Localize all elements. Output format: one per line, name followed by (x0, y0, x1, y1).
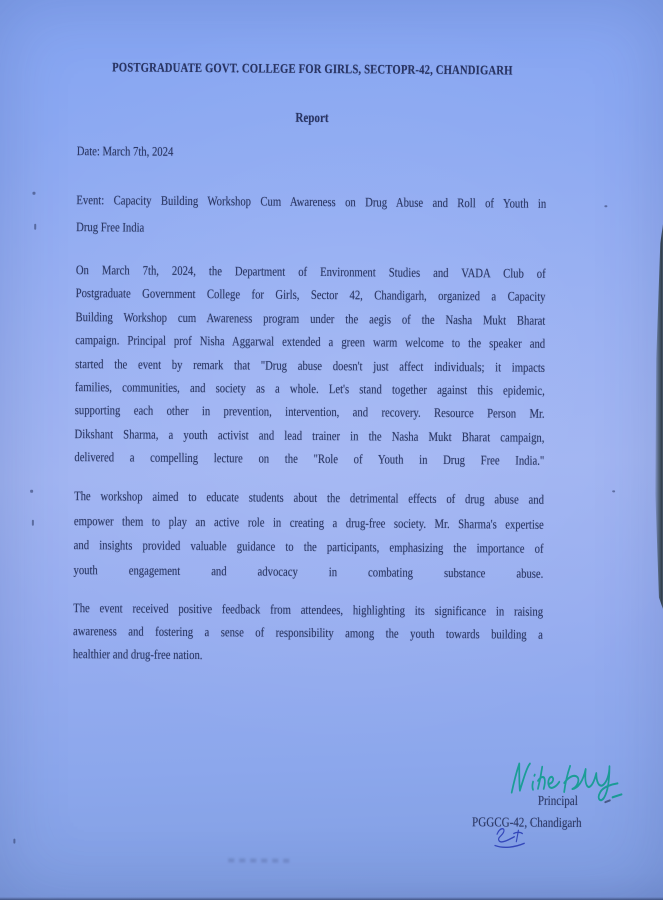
paragraph-line: campaign. Principal prof Nisha Aggarwal extended a green warm welcome to the speaker and (75, 332, 546, 351)
initials-signature-icon (476, 824, 543, 851)
paragraph-line: and insights provided valuable guidance to the participants, emphasizing the importance of (73, 537, 544, 556)
paragraph-feedback (73, 596, 543, 669)
paragraph-line: The event received positive feedback from attendees, highlighting its significance in raising (73, 600, 544, 619)
paper-speck (34, 224, 36, 230)
paragraph-line: awareness and fostering a sense of responsibility among the youth towards building a (72, 623, 543, 642)
paper-speck (530, 822, 533, 824)
college-title: POSTGRADUATE GOVT. COLLEGE FOR GIRLS, SECTOPR-42, CHANDIGARH (112, 59, 513, 78)
signature-block (433, 755, 639, 867)
paragraph-line: families, communities, and society as a whole. Let's stand together against this epidemic, (74, 379, 545, 398)
event-line: Event: Capacity Building Workshop Cum Awareness on Drug Abuse and Roll of Youth in (76, 192, 547, 211)
paper-speck (604, 205, 607, 207)
event-line: Drug Free India (76, 219, 145, 235)
paper-speck (32, 520, 34, 526)
paper-speck (612, 490, 615, 492)
event-description (76, 186, 546, 244)
paragraph-line: On March 7th, 2024, the Department of Environment Studies and VADA Club of (75, 262, 546, 281)
paragraph-line: youth engagement and advocacy in combating substance abuse. (73, 561, 544, 581)
paragraph-line: delivered a compelling lecture on the "Role of Youth in Drug Free India." (74, 449, 545, 468)
paper-speck (30, 490, 33, 493)
report-heading: Report (295, 109, 329, 126)
date-line: Date: March 7th, 2024 (76, 143, 174, 159)
paragraph-line: Building Workshop cum Awareness program under the aegis of the Nasha Mukt Bharat (75, 308, 546, 328)
paragraph-line: healthier and drug-free nation. (72, 646, 203, 663)
paragraph-line: supporting each other in prevention, intervention, and recovery. Resource Person Mr. (74, 402, 545, 422)
signatory-organization: PGGCG-42, Chandigarh (472, 814, 582, 831)
signatory-title: Principal (537, 792, 578, 809)
paragraph-workshop-aims (73, 484, 544, 586)
paper-speck (13, 839, 15, 844)
paper-speck (32, 192, 35, 195)
paper-smudge (228, 858, 294, 863)
paragraph-line: Postgraduate Government College for Girls, Sector 42, Chandigarh, organized a Capacity (75, 285, 546, 305)
paragraph-line: Dikshant Sharma, a youth activist and lead trainer in the Nasha Mukt Bharat campaign, (74, 425, 545, 445)
paragraph-workshop-summary (74, 258, 545, 472)
paragraph-line: empower them to play an active role in creating a drug-free society. Mr. Sharma's expertise (73, 512, 544, 532)
pen-mark (604, 799, 611, 803)
paragraph-line: started the event by remark that "Drug abuse doesn't just affect individuals; it impacts (75, 355, 546, 375)
paragraph-line: The workshop aimed to educate students about the detrimental effects of drug abuse and (74, 488, 545, 507)
